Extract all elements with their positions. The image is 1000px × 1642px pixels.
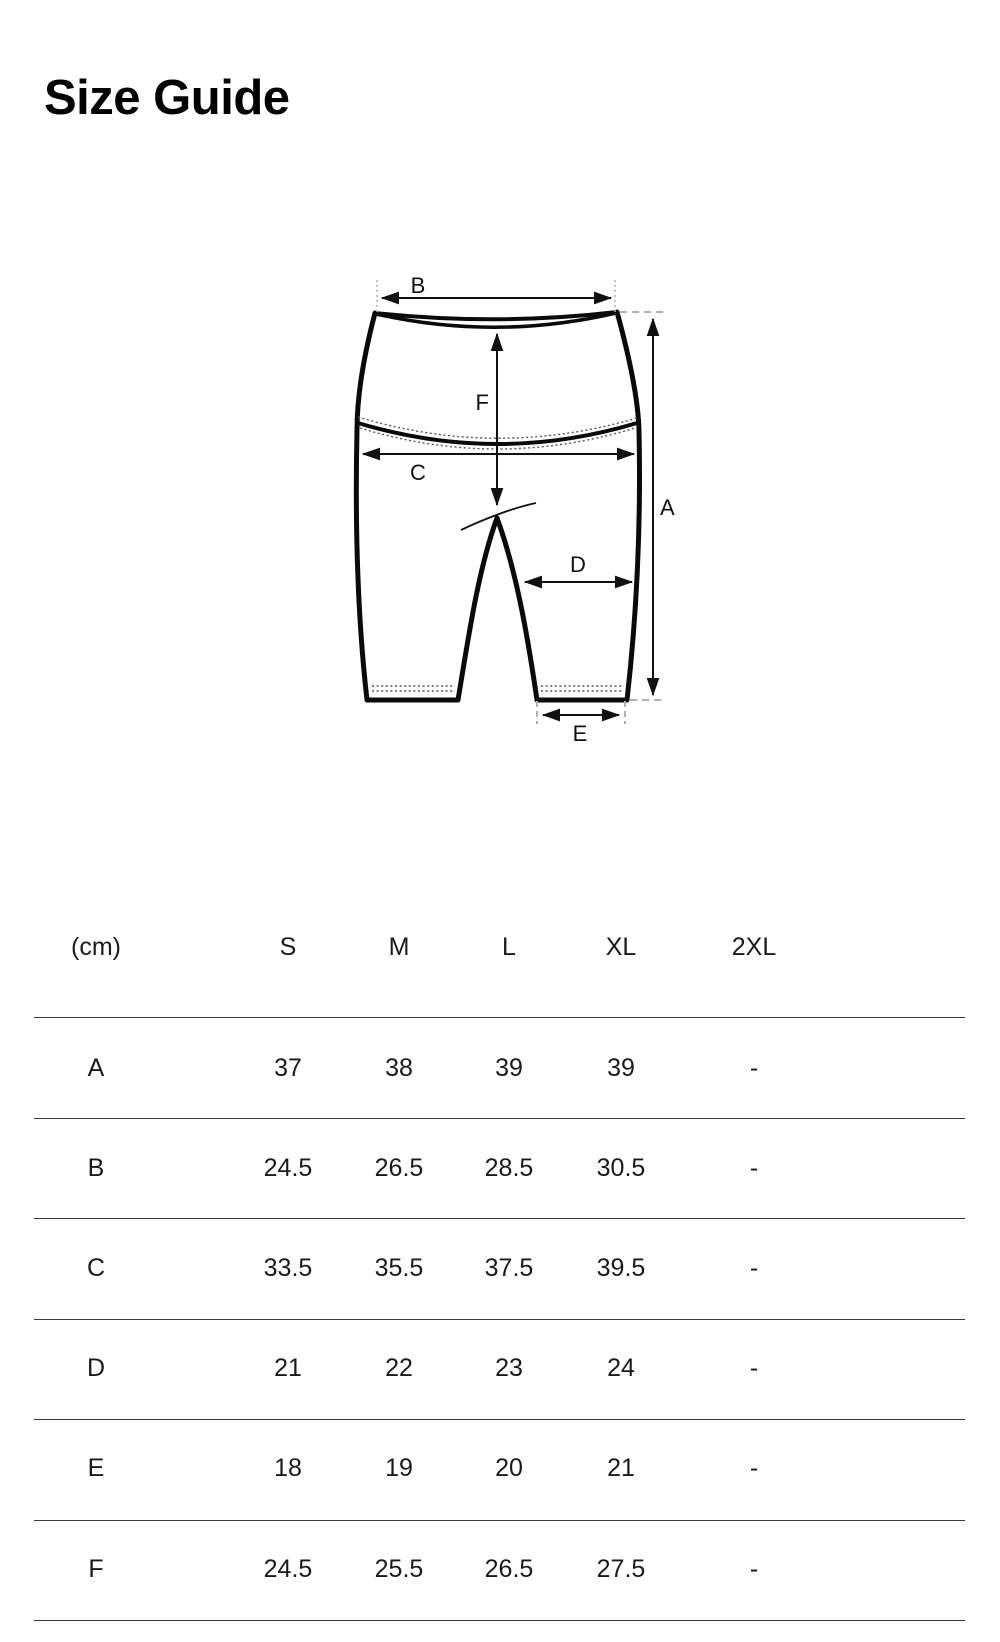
size-header-2xl: 2XL bbox=[731, 933, 777, 961]
cell-value: 19 bbox=[385, 1454, 413, 1482]
row-label: B bbox=[87, 1154, 105, 1182]
row-label: D bbox=[86, 1354, 106, 1382]
cell-value: 28.5 bbox=[484, 1154, 534, 1182]
size-header-s: S bbox=[279, 933, 297, 961]
measure-guides bbox=[377, 280, 665, 724]
table-row-a bbox=[34, 1050, 965, 1086]
cell-value: - bbox=[749, 1454, 759, 1482]
measure-d-label: D bbox=[570, 552, 586, 577]
table-divider bbox=[34, 1017, 965, 1018]
cell-value: 35.5 bbox=[374, 1254, 424, 1282]
table-divider bbox=[34, 1419, 965, 1420]
cell-value: 39 bbox=[495, 1054, 523, 1082]
cell-value: 24 bbox=[607, 1354, 635, 1382]
size-header-m: M bbox=[388, 933, 410, 961]
table-divider bbox=[34, 1520, 965, 1521]
measure-a-label: A bbox=[660, 495, 675, 520]
cell-value: 30.5 bbox=[596, 1154, 646, 1182]
measure-e-label: E bbox=[572, 721, 588, 746]
cell-value: 24.5 bbox=[263, 1555, 313, 1583]
cell-value: 39.5 bbox=[596, 1254, 646, 1282]
measure-c-label: C bbox=[410, 460, 426, 485]
cell-value: - bbox=[749, 1354, 759, 1382]
table-divider bbox=[34, 1118, 965, 1119]
measure-arrows bbox=[363, 298, 653, 715]
table-header-row bbox=[34, 929, 965, 965]
cell-value: 20 bbox=[495, 1454, 523, 1482]
cell-value: 27.5 bbox=[596, 1555, 646, 1583]
row-label: C bbox=[86, 1254, 106, 1282]
cell-value: 23 bbox=[495, 1354, 523, 1382]
shorts-measurement-diagram bbox=[330, 250, 680, 750]
cell-value: 39 bbox=[607, 1054, 635, 1082]
measure-f-label: F bbox=[475, 390, 489, 415]
table-row-d bbox=[34, 1350, 965, 1386]
cell-value: 25.5 bbox=[374, 1555, 424, 1583]
row-label: A bbox=[87, 1054, 105, 1082]
cell-value: 18 bbox=[274, 1454, 302, 1482]
size-table bbox=[34, 925, 965, 1625]
table-divider bbox=[34, 1218, 965, 1219]
table-row-c bbox=[34, 1250, 965, 1286]
cell-value: 26.5 bbox=[374, 1154, 424, 1182]
cell-value: 21 bbox=[607, 1454, 635, 1482]
cell-value: 21 bbox=[274, 1354, 302, 1382]
size-header-xl: XL bbox=[605, 933, 637, 961]
cell-value: - bbox=[749, 1254, 759, 1282]
cell-value: - bbox=[749, 1154, 759, 1182]
cell-value: - bbox=[749, 1054, 759, 1082]
table-row-f bbox=[34, 1551, 965, 1587]
table-divider bbox=[34, 1319, 965, 1320]
unit-header: (cm) bbox=[71, 933, 121, 961]
table-row-e bbox=[34, 1450, 965, 1486]
measure-b-label: B bbox=[410, 273, 426, 298]
cell-value: 38 bbox=[385, 1054, 413, 1082]
cell-value: 33.5 bbox=[263, 1254, 313, 1282]
cell-value: 37.5 bbox=[484, 1254, 534, 1282]
cell-value: - bbox=[749, 1555, 759, 1583]
row-label: F bbox=[88, 1555, 104, 1583]
cell-value: 24.5 bbox=[263, 1154, 313, 1182]
cell-value: 22 bbox=[385, 1354, 413, 1382]
table-divider bbox=[34, 1620, 965, 1621]
row-label: E bbox=[87, 1454, 105, 1482]
size-header-l: L bbox=[502, 933, 516, 961]
page-title: Size Guide bbox=[44, 71, 290, 125]
cell-value: 26.5 bbox=[484, 1555, 534, 1583]
cell-value: 37 bbox=[274, 1054, 302, 1082]
table-row-b bbox=[34, 1150, 965, 1186]
